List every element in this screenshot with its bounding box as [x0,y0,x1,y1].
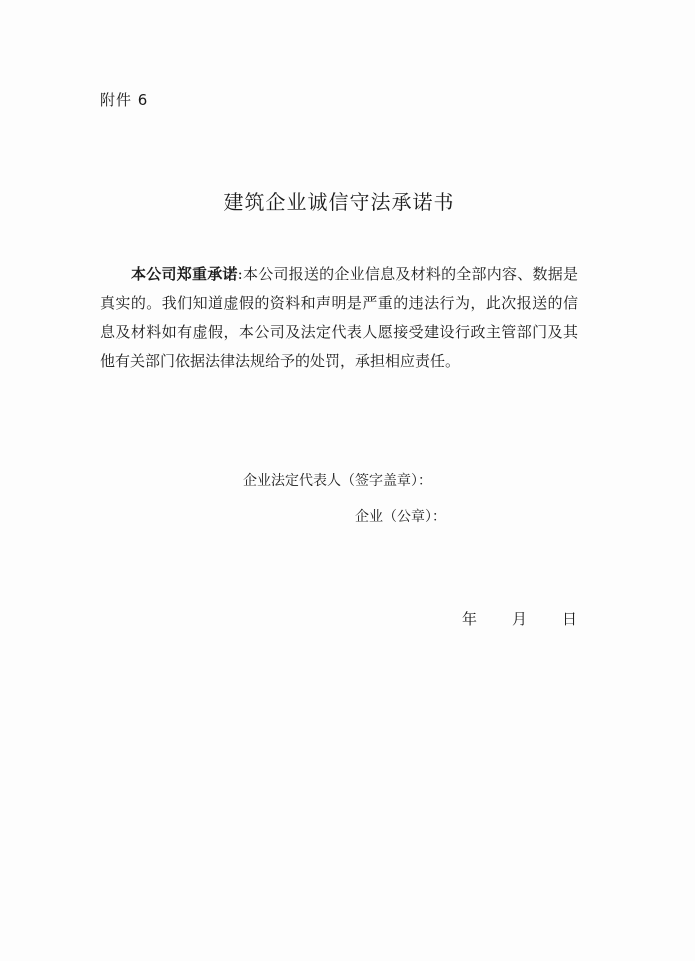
pledge-lead: 本公司郑重承诺 [131,265,238,283]
date-month: 月 [511,610,527,628]
representative-signature-label: 企业法定代表人（签字盖章）： [243,473,432,489]
pledge-paragraph [100,260,578,376]
pledge-text: :本公司报送的企业信息及材料的全部内容、数据是真实的。我们知道虚假的资料和声明是严重的违法行为，此次报送的信息及材料如有虚假，本公司及法定代表人愿接受建设行政主管部门及其他有关部门依据法律法规给予的处罚，承担相应责任。 [100,265,578,370]
document-title: 建筑企业诚信守法承诺书 [223,190,455,214]
date-line [462,608,577,629]
company-seal-label: 企业（公章）： [355,509,446,525]
attachment-label: 附件 6 [100,91,149,109]
date-day: 日 [561,610,577,628]
date-year: 年 [462,610,478,628]
